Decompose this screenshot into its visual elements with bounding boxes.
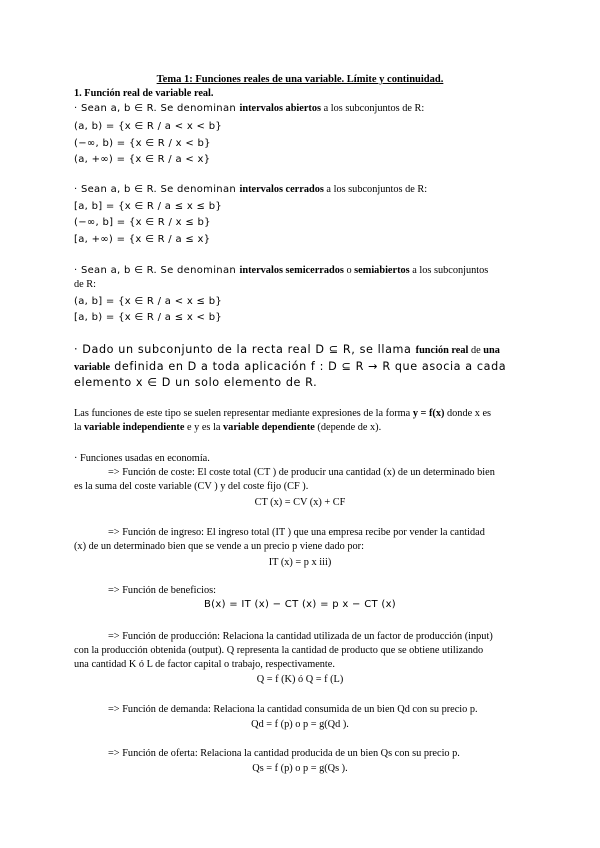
real-function-definition-cont: variable definida en D a toda aplicación f : D ⊆ R → R que asocia a cada <box>74 360 507 373</box>
income-formula: IT (x) = p x iii) <box>268 557 332 568</box>
real-function-definition-end: elemento x ∈ D un solo elemento de R. <box>74 376 318 389</box>
benefit-formula: B(x) = IT (x) − CT (x) = p x − CT (x) <box>203 599 396 610</box>
interval-definition: [a, b) = {x ∈ R / a ≤ x < b} <box>74 312 223 323</box>
interval-definition: (a, +∞) = {x ∈ R / a < x} <box>74 154 211 165</box>
production-function-text-cont: con la producción obtenida (output). Q representa la cantidad de producto que se obtiene utilizando <box>74 645 484 656</box>
interval-definition: (−∞, b] = {x ∈ R / x ≤ b} <box>74 217 211 228</box>
demand-function-text: => Función de demanda: Relaciona la cantidad consumida de un bien Qd con su precio p. <box>108 704 478 715</box>
income-function-text-cont: (x) de un determinado bien que se vende a un precio p viene dado por: <box>74 541 364 552</box>
production-formula: Q = f (K) ó Q = f (L) <box>256 674 344 685</box>
interval-definition: [a, +∞) = {x ∈ R / a ≤ x} <box>74 234 211 245</box>
economics-heading: · Funciones usadas en economía. <box>74 453 210 464</box>
production-function-text-end: una cantidad K ó L de factor capital o trabajo, respectivamente. <box>74 659 335 670</box>
page-title: Tema 1: Funciones reales de una variable. Límite y continuidad. <box>156 74 444 85</box>
production-function-text: => Función de producción: Relaciona la cantidad utilizada de un factor de producción (input) <box>108 631 493 642</box>
interval-definition: (a, b] = {x ∈ R / a < x ≤ b} <box>74 296 223 307</box>
section-heading: 1. Función real de variable real. <box>74 88 214 99</box>
representation-paragraph: Las funciones de este tipo se suelen representar mediante expresiones de la forma y = f(x) donde x es <box>74 408 492 419</box>
interval-definition: [a, b] = {x ∈ R / a ≤ x ≤ b} <box>74 201 223 212</box>
cost-function-text-cont: es la suma del coste variable (CV ) y del coste fijo (CF ). <box>74 481 309 492</box>
demand-formula: Qd = f (p) o p = g(Qd ). <box>251 719 349 730</box>
cost-function-text: => Función de coste: El coste total (CT ) de producir una cantidad (x) de un determinado bien <box>108 467 495 478</box>
supply-function-text: => Función de oferta: Relaciona la cantidad producida de un bien Qs con su precio p. <box>108 748 460 759</box>
income-function-text: => Función de ingreso: El ingreso total (IT ) que una empresa recibe por vender la cantidad <box>108 527 485 538</box>
benefit-function-text: => Función de beneficios: <box>108 585 216 596</box>
supply-formula: Qs = f (p) o p = g(Qs ). <box>252 763 348 774</box>
semiclosed-intervals-intro-cont: de R: <box>74 279 97 290</box>
interval-definition: (−∞, b) = {x ∈ R / x < b} <box>74 138 211 149</box>
semiclosed-intervals-intro: · Sean a, b ∈ R. Se denominan intervalos semicerrados o semiabiertos a los subconjuntos <box>74 265 489 276</box>
closed-intervals-intro: · Sean a, b ∈ R. Se denominan intervalos cerrados a los subconjuntos de R: <box>74 184 428 195</box>
open-intervals-intro: · Sean a, b ∈ R. Se denominan intervalos abiertos a los subconjuntos de R: <box>74 103 425 114</box>
real-function-definition: · Dado un subconjunto de la recta real D ⊆ R, se llama función real de una <box>74 343 500 356</box>
representation-paragraph-cont: la variable independiente e y es la variable dependiente (depende de x). <box>74 422 382 433</box>
cost-formula: CT (x) = CV (x) + CF <box>254 497 346 508</box>
interval-definition: (a, b) = {x ∈ R / a < x < b} <box>74 121 223 132</box>
